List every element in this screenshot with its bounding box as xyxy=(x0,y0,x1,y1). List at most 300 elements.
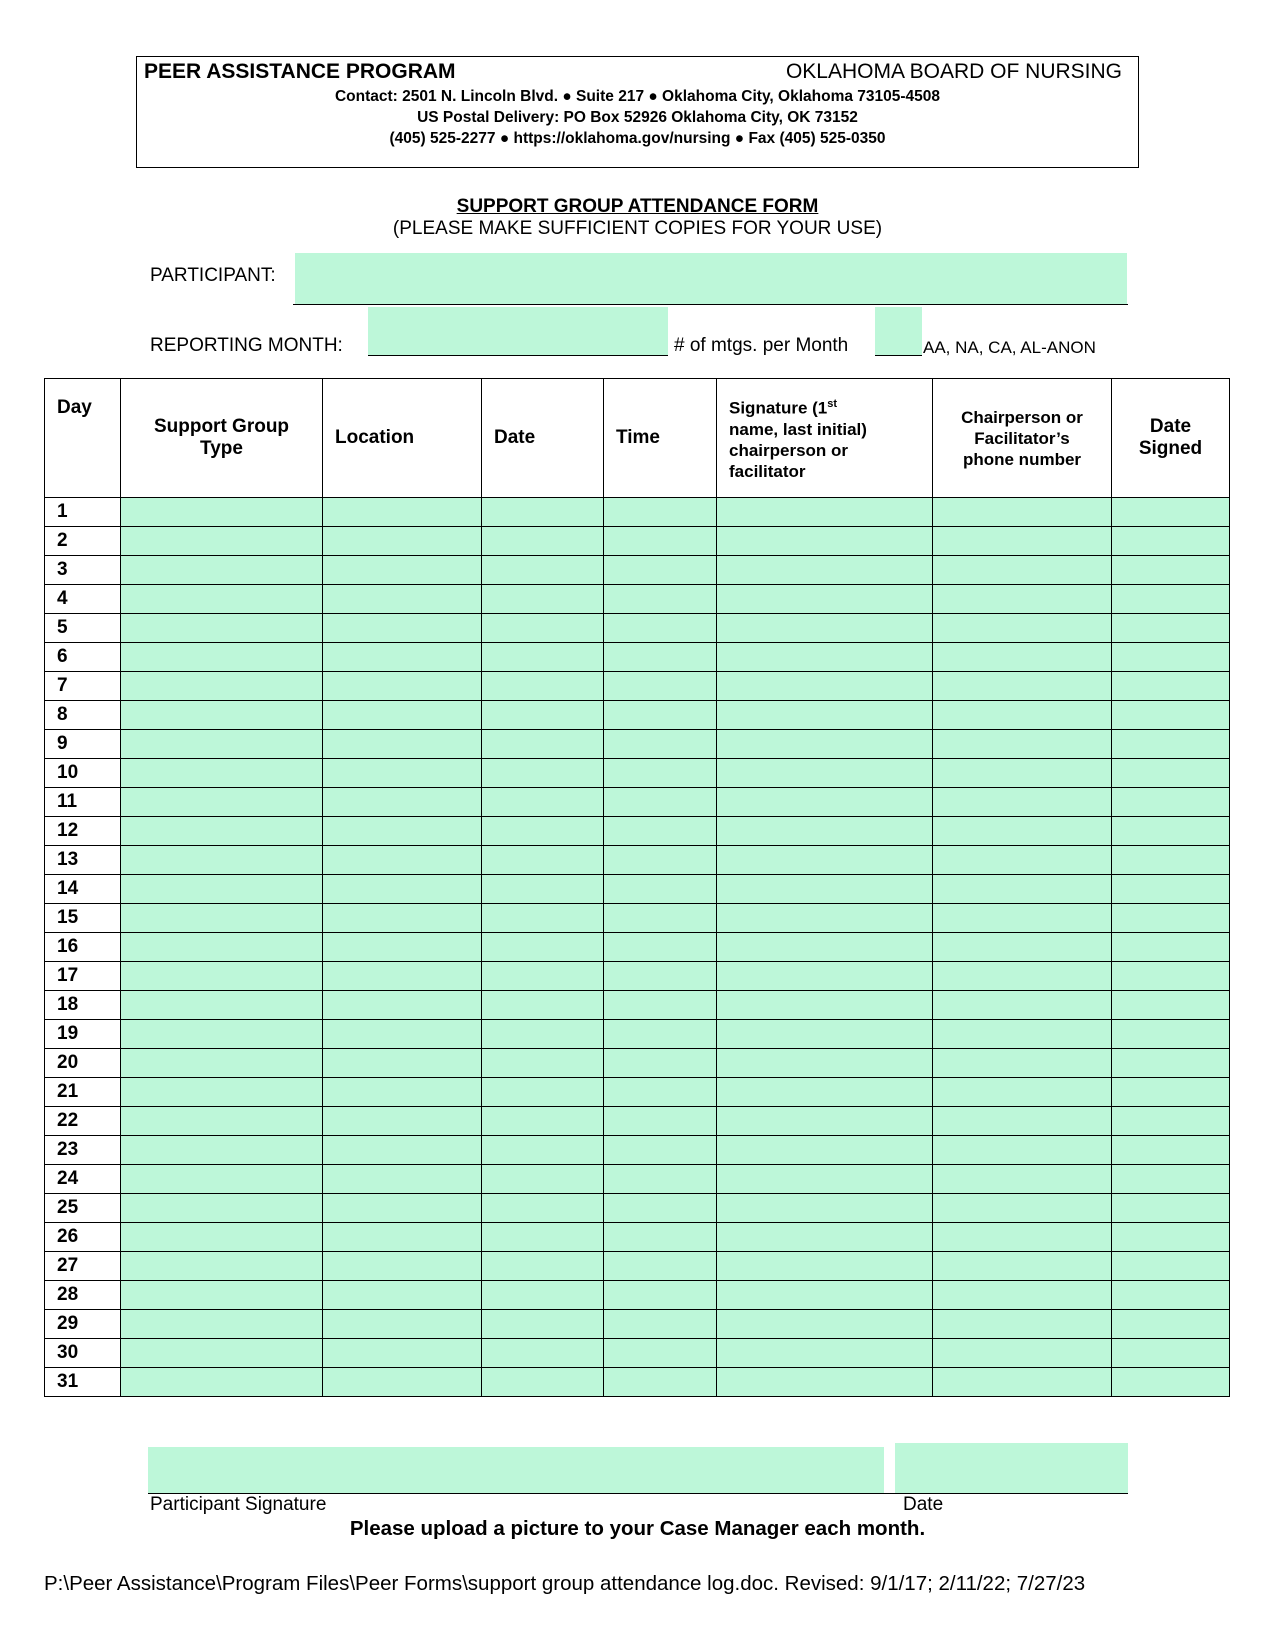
day-number: 28 xyxy=(45,1281,121,1310)
time-cell[interactable] xyxy=(604,643,717,672)
date-cell[interactable] xyxy=(482,1049,604,1078)
time-cell[interactable] xyxy=(604,846,717,875)
date-cell[interactable] xyxy=(482,991,604,1020)
location-cell[interactable] xyxy=(323,817,482,846)
date-cell[interactable] xyxy=(482,1020,604,1049)
chairperson-phone-cell[interactable] xyxy=(933,788,1112,817)
participant-field[interactable] xyxy=(295,253,1127,304)
location-cell[interactable] xyxy=(323,556,482,585)
support-group-type-cell[interactable] xyxy=(121,672,323,701)
table-row xyxy=(45,1339,1230,1368)
date-cell[interactable] xyxy=(482,1223,604,1252)
day-number: 13 xyxy=(45,846,121,875)
signature-cell[interactable] xyxy=(717,556,933,585)
date-cell[interactable] xyxy=(482,1136,604,1165)
date-cell[interactable] xyxy=(482,904,604,933)
day-number: 25 xyxy=(45,1194,121,1223)
support-group-type-cell[interactable] xyxy=(121,759,323,788)
location-cell[interactable] xyxy=(323,614,482,643)
location-cell[interactable] xyxy=(323,1281,482,1310)
time-cell[interactable] xyxy=(604,1078,717,1107)
date-cell[interactable] xyxy=(482,672,604,701)
table-row xyxy=(45,1049,1230,1078)
chairperson-phone-cell[interactable] xyxy=(933,846,1112,875)
date-signed-cell[interactable] xyxy=(1112,904,1230,933)
chairperson-phone-cell[interactable] xyxy=(933,701,1112,730)
location-cell[interactable] xyxy=(323,1223,482,1252)
table-header-row xyxy=(45,379,1230,498)
chairperson-phone-cell[interactable] xyxy=(933,614,1112,643)
support-group-type-cell[interactable] xyxy=(121,1223,323,1252)
date-cell[interactable] xyxy=(482,1165,604,1194)
header-date-signed xyxy=(1112,379,1230,498)
day-number: 23 xyxy=(45,1136,121,1165)
time-cell[interactable] xyxy=(604,701,717,730)
location-cell[interactable] xyxy=(323,527,482,556)
meetings-per-month-underline xyxy=(875,355,922,356)
support-group-type-cell[interactable] xyxy=(121,643,323,672)
date-signed-cell[interactable] xyxy=(1112,1049,1230,1078)
signature-cell[interactable] xyxy=(717,1310,933,1339)
support-group-type-cell[interactable] xyxy=(121,1078,323,1107)
attendance-table xyxy=(44,378,1230,1397)
header-location-label: Location xyxy=(335,427,415,448)
signature-cell[interactable] xyxy=(717,527,933,556)
day-number: 10 xyxy=(45,759,121,788)
time-cell[interactable] xyxy=(604,904,717,933)
header-chair-line3: phone number xyxy=(962,449,1082,469)
chairperson-phone-cell[interactable] xyxy=(933,1049,1112,1078)
time-cell[interactable] xyxy=(604,788,717,817)
header-date-label: Date xyxy=(494,427,536,448)
signature-cell[interactable] xyxy=(717,817,933,846)
support-group-type-cell[interactable] xyxy=(121,1368,323,1397)
table-row xyxy=(45,759,1230,788)
location-cell[interactable] xyxy=(323,846,482,875)
reporting-month-field[interactable] xyxy=(368,307,668,355)
date-signed-cell[interactable] xyxy=(1112,846,1230,875)
support-group-type-cell[interactable] xyxy=(121,1252,323,1281)
location-cell[interactable] xyxy=(323,759,482,788)
support-group-type-cell[interactable] xyxy=(121,875,323,904)
day-number: 16 xyxy=(45,933,121,962)
location-cell[interactable] xyxy=(323,643,482,672)
chairperson-phone-cell[interactable] xyxy=(933,1136,1112,1165)
support-group-type-cell[interactable] xyxy=(121,498,323,527)
location-cell[interactable] xyxy=(323,672,482,701)
chairperson-phone-cell[interactable] xyxy=(933,962,1112,991)
date-cell[interactable] xyxy=(482,817,604,846)
day-number: 18 xyxy=(45,991,121,1020)
signature-cell[interactable] xyxy=(717,1078,933,1107)
time-cell[interactable] xyxy=(604,1194,717,1223)
date-signed-cell[interactable] xyxy=(1112,991,1230,1020)
location-cell[interactable] xyxy=(323,1368,482,1397)
support-group-type-cell[interactable] xyxy=(121,846,323,875)
support-group-type-cell[interactable] xyxy=(121,730,323,759)
support-group-type-cell[interactable] xyxy=(121,1165,323,1194)
date-signed-cell[interactable] xyxy=(1112,1078,1230,1107)
table-row xyxy=(45,875,1230,904)
date-cell[interactable] xyxy=(482,1107,604,1136)
time-cell[interactable] xyxy=(604,498,717,527)
time-cell[interactable] xyxy=(604,759,717,788)
date-signed-cell[interactable] xyxy=(1112,933,1230,962)
signature-cell[interactable] xyxy=(717,933,933,962)
header-day-label: Day xyxy=(57,397,92,418)
chairperson-phone-cell[interactable] xyxy=(933,1078,1112,1107)
date-signed-cell[interactable] xyxy=(1112,1252,1230,1281)
support-group-type-cell[interactable] xyxy=(121,991,323,1020)
table-row xyxy=(45,643,1230,672)
date-cell[interactable] xyxy=(482,759,604,788)
signature-cell[interactable] xyxy=(717,788,933,817)
location-cell[interactable] xyxy=(323,1252,482,1281)
chairperson-phone-cell[interactable] xyxy=(933,1368,1112,1397)
location-cell[interactable] xyxy=(323,1107,482,1136)
chairperson-phone-cell[interactable] xyxy=(933,1165,1112,1194)
header-location xyxy=(323,379,482,498)
support-group-type-cell[interactable] xyxy=(121,962,323,991)
date-cell[interactable] xyxy=(482,730,604,759)
signature-cell[interactable] xyxy=(717,1049,933,1078)
support-group-type-cell[interactable] xyxy=(121,904,323,933)
time-cell[interactable] xyxy=(604,1136,717,1165)
date-cell[interactable] xyxy=(482,933,604,962)
support-group-type-cell[interactable] xyxy=(121,614,323,643)
location-cell[interactable] xyxy=(323,1339,482,1368)
date-signed-cell[interactable] xyxy=(1112,1107,1230,1136)
signature-cell[interactable] xyxy=(717,1107,933,1136)
date-cell[interactable] xyxy=(482,527,604,556)
date-cell[interactable] xyxy=(482,1310,604,1339)
day-number: 22 xyxy=(45,1107,121,1136)
chairperson-phone-cell[interactable] xyxy=(933,585,1112,614)
location-cell[interactable] xyxy=(323,730,482,759)
date-signed-cell[interactable] xyxy=(1112,614,1230,643)
contact-address: Contact: 2501 N. Lincoln Blvd. ● Suite 217 ● Oklahoma City, Oklahoma 73105-4508 xyxy=(334,88,941,105)
date-signed-cell[interactable] xyxy=(1112,1281,1230,1310)
date-signed-cell[interactable] xyxy=(1112,1223,1230,1252)
chairperson-phone-cell[interactable] xyxy=(933,933,1112,962)
time-cell[interactable] xyxy=(604,1339,717,1368)
date-cell[interactable] xyxy=(482,1078,604,1107)
time-cell[interactable] xyxy=(604,1223,717,1252)
participant-signature-field[interactable] xyxy=(148,1447,884,1493)
time-cell[interactable] xyxy=(604,556,717,585)
location-cell[interactable] xyxy=(323,788,482,817)
day-number: 12 xyxy=(45,817,121,846)
location-cell[interactable] xyxy=(323,498,482,527)
date-cell[interactable] xyxy=(482,498,604,527)
signature-cell[interactable] xyxy=(717,498,933,527)
day-number: 5 xyxy=(45,614,121,643)
signature-cell[interactable] xyxy=(717,846,933,875)
postal-address: US Postal Delivery: PO Box 52926 Oklahoma City, OK 73152 xyxy=(417,109,858,126)
file-path: P:\Peer Assistance\Program Files\Peer Forms\support group attendance log.doc. Revised: 9/1/17; 2/11/22; 7/27/23 xyxy=(44,1572,1086,1595)
location-cell[interactable] xyxy=(323,991,482,1020)
date-cell[interactable] xyxy=(482,788,604,817)
day-number: 15 xyxy=(45,904,121,933)
date-cell[interactable] xyxy=(482,1368,604,1397)
date-cell[interactable] xyxy=(482,1252,604,1281)
date-signed-cell[interactable] xyxy=(1112,585,1230,614)
location-cell[interactable] xyxy=(323,933,482,962)
time-cell[interactable] xyxy=(604,730,717,759)
location-cell[interactable] xyxy=(323,1020,482,1049)
date-cell[interactable] xyxy=(482,643,604,672)
date-signed-cell[interactable] xyxy=(1112,817,1230,846)
date-cell[interactable] xyxy=(482,875,604,904)
day-number: 21 xyxy=(45,1078,121,1107)
table-row xyxy=(45,1136,1230,1165)
signature-cell[interactable] xyxy=(717,1194,933,1223)
header-signature-line4: facilitator xyxy=(729,461,806,481)
signature-cell[interactable] xyxy=(717,730,933,759)
support-group-type-cell[interactable] xyxy=(121,788,323,817)
table-row xyxy=(45,904,1230,933)
time-cell[interactable] xyxy=(604,1020,717,1049)
day-number: 8 xyxy=(45,701,121,730)
chairperson-phone-cell[interactable] xyxy=(933,759,1112,788)
support-group-type-cell[interactable] xyxy=(121,585,323,614)
header-support-group-type xyxy=(121,379,323,498)
header-chairperson-phone xyxy=(933,379,1112,498)
time-cell[interactable] xyxy=(604,962,717,991)
chairperson-phone-cell[interactable] xyxy=(933,991,1112,1020)
chairperson-phone-cell[interactable] xyxy=(933,1194,1112,1223)
table-row xyxy=(45,1252,1230,1281)
time-cell[interactable] xyxy=(604,614,717,643)
chairperson-phone-cell[interactable] xyxy=(933,672,1112,701)
chairperson-phone-cell[interactable] xyxy=(933,1339,1112,1368)
signature-cell[interactable] xyxy=(717,875,933,904)
chairperson-phone-cell[interactable] xyxy=(933,1310,1112,1339)
date-signed-cell[interactable] xyxy=(1112,556,1230,585)
date-signed-cell[interactable] xyxy=(1112,672,1230,701)
form-title: SUPPORT GROUP ATTENDANCE FORM xyxy=(456,196,819,217)
signature-cell[interactable] xyxy=(717,759,933,788)
day-number: 27 xyxy=(45,1252,121,1281)
location-cell[interactable] xyxy=(323,1194,482,1223)
date-signed-cell[interactable] xyxy=(1112,1165,1230,1194)
chairperson-phone-cell[interactable] xyxy=(933,1252,1112,1281)
location-cell[interactable] xyxy=(323,1136,482,1165)
signature-cell[interactable] xyxy=(717,1136,933,1165)
support-group-type-cell[interactable] xyxy=(121,701,323,730)
time-cell[interactable] xyxy=(604,991,717,1020)
date-signed-cell[interactable] xyxy=(1112,730,1230,759)
location-cell[interactable] xyxy=(323,701,482,730)
signature-cell[interactable] xyxy=(717,904,933,933)
location-cell[interactable] xyxy=(323,1049,482,1078)
table-row xyxy=(45,817,1230,846)
support-group-type-cell[interactable] xyxy=(121,817,323,846)
signature-cell[interactable] xyxy=(717,1223,933,1252)
chairperson-phone-cell[interactable] xyxy=(933,498,1112,527)
time-cell[interactable] xyxy=(604,933,717,962)
day-number: 26 xyxy=(45,1223,121,1252)
program-title: PEER ASSISTANCE PROGRAM xyxy=(144,60,456,83)
chairperson-phone-cell[interactable] xyxy=(933,556,1112,585)
chairperson-phone-cell[interactable] xyxy=(933,1107,1112,1136)
chairperson-phone-cell[interactable] xyxy=(933,527,1112,556)
time-cell[interactable] xyxy=(604,585,717,614)
day-number: 11 xyxy=(45,788,121,817)
support-group-type-cell[interactable] xyxy=(121,1136,323,1165)
location-cell[interactable] xyxy=(323,585,482,614)
support-group-type-cell[interactable] xyxy=(121,933,323,962)
support-group-type-cell[interactable] xyxy=(121,1107,323,1136)
date-cell[interactable] xyxy=(482,1339,604,1368)
date-cell[interactable] xyxy=(482,614,604,643)
support-group-type-cell[interactable] xyxy=(121,1049,323,1078)
chairperson-phone-cell[interactable] xyxy=(933,1223,1112,1252)
signature-cell[interactable] xyxy=(717,701,933,730)
date-signed-cell[interactable] xyxy=(1112,1310,1230,1339)
date-signed-cell[interactable] xyxy=(1112,498,1230,527)
support-group-type-cell[interactable] xyxy=(121,556,323,585)
date-signed-cell[interactable] xyxy=(1112,962,1230,991)
time-cell[interactable] xyxy=(604,672,717,701)
date-signed-cell[interactable] xyxy=(1112,759,1230,788)
day-number: 9 xyxy=(45,730,121,759)
date-cell[interactable] xyxy=(482,556,604,585)
date-cell[interactable] xyxy=(482,1281,604,1310)
time-cell[interactable] xyxy=(604,1368,717,1397)
day-number: 29 xyxy=(45,1310,121,1339)
day-number: 3 xyxy=(45,556,121,585)
chairperson-phone-cell[interactable] xyxy=(933,643,1112,672)
meetings-per-month-field[interactable] xyxy=(875,307,922,355)
chairperson-phone-cell[interactable] xyxy=(933,904,1112,933)
support-group-type-cell[interactable] xyxy=(121,1020,323,1049)
signature-cell[interactable] xyxy=(717,1165,933,1194)
signature-cell[interactable] xyxy=(717,585,933,614)
table-row xyxy=(45,788,1230,817)
header-date xyxy=(482,379,604,498)
group-types-label: AA, NA, CA, AL-ANON xyxy=(923,338,1096,357)
day-number: 6 xyxy=(45,643,121,672)
date-cell[interactable] xyxy=(482,846,604,875)
time-cell[interactable] xyxy=(604,1310,717,1339)
date-cell[interactable] xyxy=(482,585,604,614)
date-signed-cell[interactable] xyxy=(1112,643,1230,672)
day-number: 14 xyxy=(45,875,121,904)
chairperson-phone-cell[interactable] xyxy=(933,1020,1112,1049)
chairperson-phone-cell[interactable] xyxy=(933,817,1112,846)
location-cell[interactable] xyxy=(323,1078,482,1107)
board-name: OKLAHOMA BOARD OF NURSING xyxy=(785,60,1122,83)
date-signed-cell[interactable] xyxy=(1112,1339,1230,1368)
signature-cell[interactable] xyxy=(717,672,933,701)
time-cell[interactable] xyxy=(604,1281,717,1310)
location-cell[interactable] xyxy=(323,904,482,933)
signature-cell[interactable] xyxy=(717,1252,933,1281)
time-cell[interactable] xyxy=(604,1107,717,1136)
phone-website-fax: (405) 525-2277 ● https://oklahoma.gov/nursing ● Fax (405) 525-0350 xyxy=(389,130,886,147)
signature-cell[interactable] xyxy=(717,962,933,991)
signature-cell[interactable] xyxy=(717,614,933,643)
header-time xyxy=(604,379,717,498)
header-chair-line2: Facilitator’s xyxy=(974,428,1070,448)
header-day xyxy=(45,379,121,498)
signature-cell[interactable] xyxy=(717,991,933,1020)
table-body xyxy=(45,498,1230,1397)
header-signature xyxy=(717,379,933,498)
day-number: 31 xyxy=(45,1368,121,1397)
table-row xyxy=(45,1020,1230,1049)
location-cell[interactable] xyxy=(323,1310,482,1339)
table-row xyxy=(45,933,1230,962)
table-row xyxy=(45,701,1230,730)
signature-cell[interactable] xyxy=(717,1020,933,1049)
table-row xyxy=(45,498,1230,527)
time-cell[interactable] xyxy=(604,1252,717,1281)
date-cell[interactable] xyxy=(482,1194,604,1223)
table-row xyxy=(45,1368,1230,1397)
support-group-type-cell[interactable] xyxy=(121,1339,323,1368)
location-cell[interactable] xyxy=(323,962,482,991)
date-signed-cell[interactable] xyxy=(1112,1368,1230,1397)
header-type-line2: Type xyxy=(200,438,243,459)
header-signature-line1 xyxy=(729,394,932,419)
date-signed-cell[interactable] xyxy=(1112,527,1230,556)
support-group-type-cell[interactable] xyxy=(121,527,323,556)
date-signed-cell[interactable] xyxy=(1112,788,1230,817)
header-chair-line1: Chairperson or xyxy=(961,407,1083,427)
date-signed-cell[interactable] xyxy=(1112,1020,1230,1049)
reporting-month-label: REPORTING MONTH: xyxy=(150,335,343,356)
chairperson-phone-cell[interactable] xyxy=(933,1281,1112,1310)
signature-cell[interactable] xyxy=(717,643,933,672)
date-signed-cell[interactable] xyxy=(1112,1136,1230,1165)
form-subtitle: (PLEASE MAKE SUFFICIENT COPIES FOR YOUR USE) xyxy=(392,218,883,239)
table-row xyxy=(45,585,1230,614)
support-group-type-cell[interactable] xyxy=(121,1281,323,1310)
day-number: 30 xyxy=(45,1339,121,1368)
header-signed-line2: Signed xyxy=(1138,438,1203,459)
time-cell[interactable] xyxy=(604,1165,717,1194)
header-signed-line1: Date xyxy=(1149,416,1192,437)
location-cell[interactable] xyxy=(323,1165,482,1194)
header-type-line1: Support Group xyxy=(153,416,290,437)
signature-date-label: Date xyxy=(903,1494,944,1515)
time-cell[interactable] xyxy=(604,817,717,846)
table-row xyxy=(45,672,1230,701)
support-group-type-cell[interactable] xyxy=(121,1194,323,1223)
chairperson-phone-cell[interactable] xyxy=(933,730,1112,759)
support-group-type-cell[interactable] xyxy=(121,1310,323,1339)
date-signed-cell[interactable] xyxy=(1112,875,1230,904)
signature-cell[interactable] xyxy=(717,1368,933,1397)
date-cell[interactable] xyxy=(482,701,604,730)
table-row xyxy=(45,1281,1230,1310)
signature-cell[interactable] xyxy=(717,1339,933,1368)
date-signed-cell[interactable] xyxy=(1112,1194,1230,1223)
chairperson-phone-cell[interactable] xyxy=(933,875,1112,904)
table-row xyxy=(45,991,1230,1020)
time-cell[interactable] xyxy=(604,1049,717,1078)
participant-underline xyxy=(293,304,1128,305)
time-cell[interactable] xyxy=(604,875,717,904)
location-cell[interactable] xyxy=(323,875,482,904)
date-cell[interactable] xyxy=(482,962,604,991)
time-cell[interactable] xyxy=(604,527,717,556)
date-signed-cell[interactable] xyxy=(1112,701,1230,730)
signature-cell[interactable] xyxy=(717,1281,933,1310)
signature-date-field[interactable] xyxy=(895,1443,1128,1493)
